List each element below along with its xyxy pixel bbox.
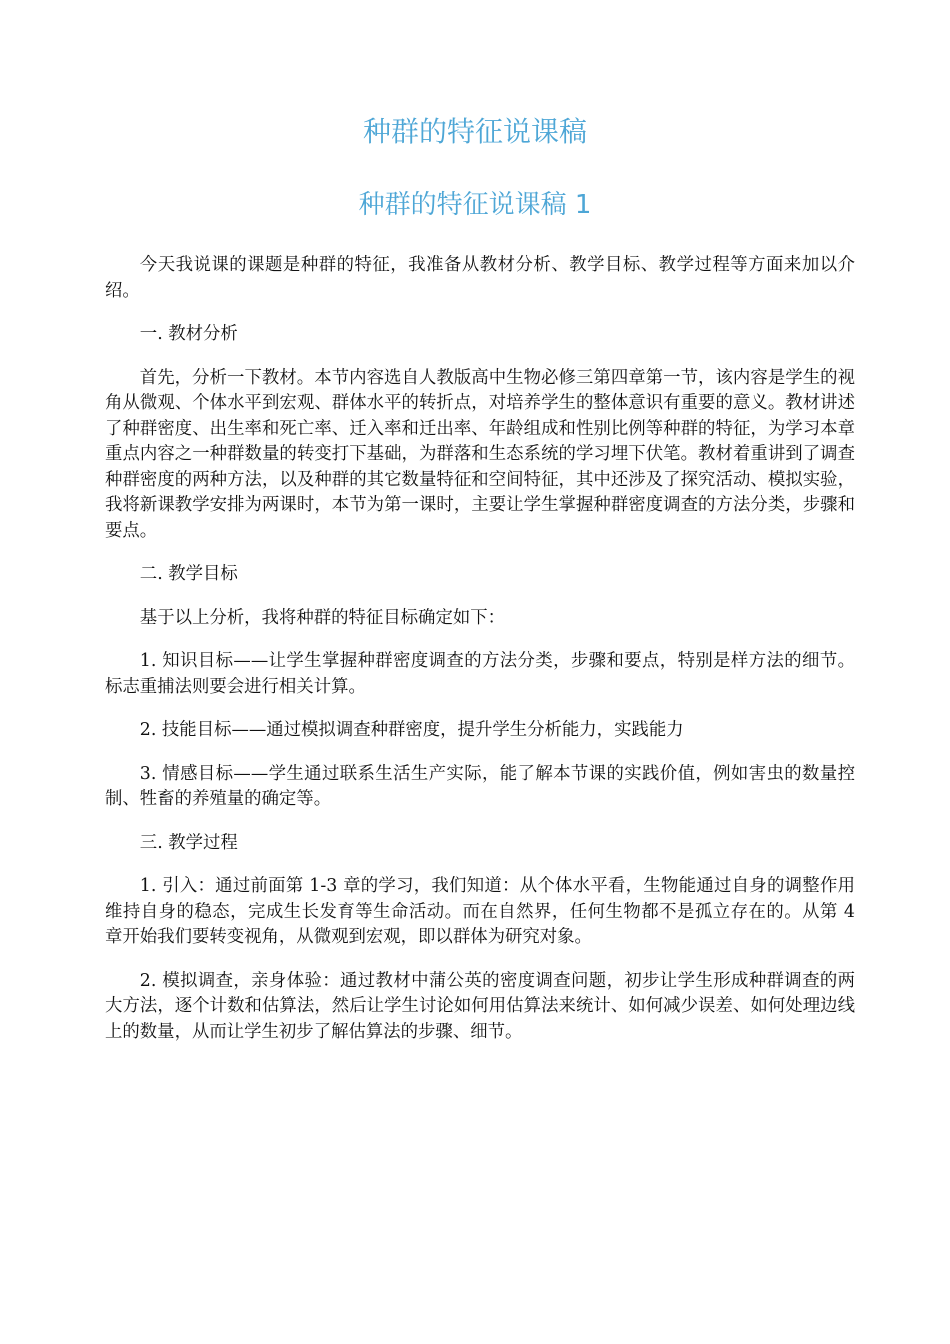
process-simulation-item: 2. 模拟调查，亲身体验：通过教材中蒲公英的密度调查问题，初步让学生形成种群调查的两大方法，逐个计数和估算法，然后让学生讨论如何用估算法来统计、如何减少误差、如何处理边线上的数量，从而让学生初步了解估算法的步骤、细节。: [105, 970, 855, 1042]
section-heading-textbook-analysis: 一. 教材分析: [139, 324, 238, 344]
document-body: [105, 253, 855, 1063]
goal-emotion-item: 3. 情感目标——学生通过联系生活生产实际，能了解本节课的实践价值，例如害虫的数量控制、牲畜的养殖量的确定等。: [105, 763, 855, 809]
document-title: 种群的特征说课稿: [362, 115, 587, 148]
process-intro-item: 1. 引入：通过前面第 1-3 章的学习，我们知道：从个体水平看，生物能通过自身的调整作用维持自身的稳态，完成生长发育等生命活动。而在自然界，任何生物都不是孤立存在的。从第 4 章开始我们要转变视角，从微观到宏观，即以群体为研究对象。: [105, 876, 855, 947]
textbook-analysis-paragraph: 首先，分析一下教材。本节内容选自人教版高中生物必修三第四章第一节，该内容是学生的视角从微观、个体水平到宏观、群体水平的转折点，对培养学生的整体意识有重要的意义。教材讲述了种群密度、出生率和死亡率、迁入率和迁出率、年龄组成和性别比例等种群的特征，为学习本章重点内容之一种群数量的转变打下基础，为群落和生态系统的学习埋下伏笔。教材着重讲到了调查种群密度的两种方法，以及种群的其它数量特征和空间特征，其中还涉及了探究活动、模拟实验，我将新课教学安排为两课时，本节为第一课时，主要让学生掌握种群密度调查的方法分类，步骤和要点。: [105, 367, 855, 541]
intro-paragraph: 今天我说课的课题是种群的特征，我准备从教材分析、教学目标、教学过程等方面来加以介绍。: [105, 255, 855, 301]
section-heading-teaching-goals: 二. 教学目标: [139, 564, 238, 584]
document-subtitle: 种群的特征说课稿 1: [358, 190, 592, 220]
goals-intro-paragraph: 基于以上分析，我将种群的特征目标确定如下：: [139, 607, 506, 628]
goal-skill-item: 2. 技能目标——通过模拟调查种群密度，提升学生分析能力，实践能力: [139, 720, 684, 740]
goal-knowledge-item: 1. 知识目标——让学生掌握种群密度调查的方法分类，步骤和要点，特别是样方法的细节。标志重捕法则要会进行相关计算。: [105, 651, 855, 697]
section-heading-teaching-process: 三. 教学过程: [139, 832, 238, 853]
